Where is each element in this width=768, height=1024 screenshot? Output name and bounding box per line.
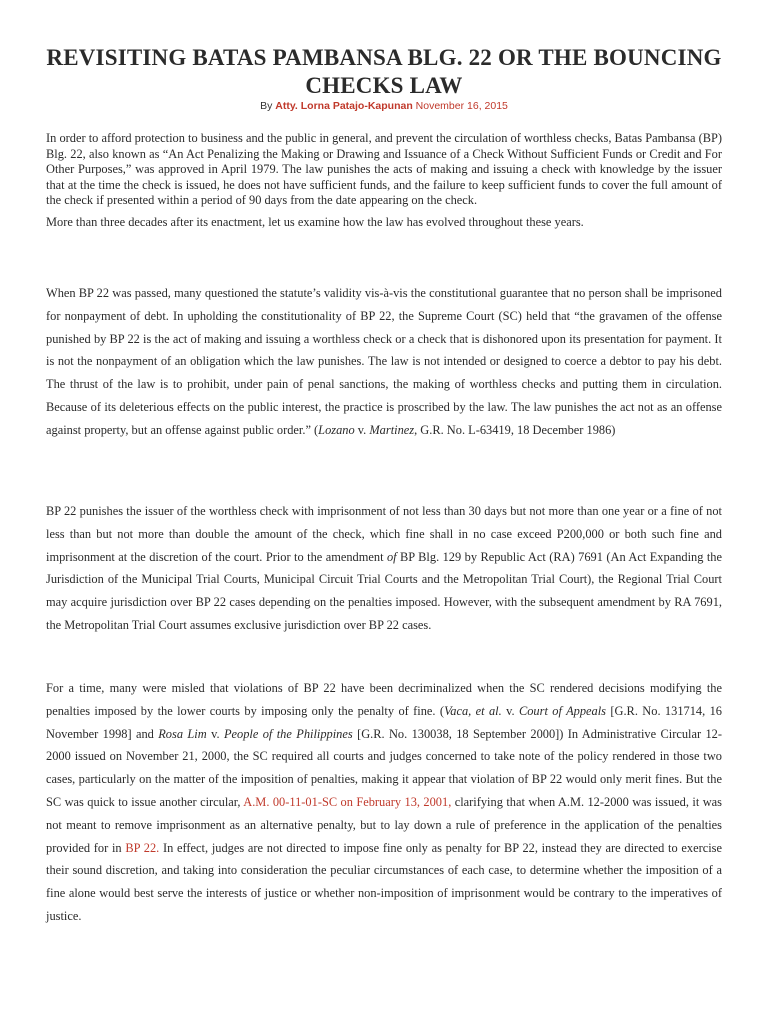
- p6-v2: v.: [206, 726, 224, 741]
- case-vaca: Vaca, et al.: [444, 703, 502, 718]
- p4-a: BP 22 punishes the issuer of the worthless check with imprisonment of not less than 30 days but not more than one year or a fine of not less than but not more than double the amount of the check, which fine shall in no case exceed P200,000 or both such fine and imprisonment at the discretion of the court. Prior to the amendment: [46, 504, 722, 564]
- paragraph-constitutionality: [46, 282, 722, 442]
- p3-v: v.: [354, 422, 370, 437]
- p4-of: of: [386, 549, 397, 564]
- p5-text: For a time, many were misled that violations of BP 22 have been decriminalized when the SC rendered decisions modifying the penalties imposed by the lower courts by imposing only the penalty of fine.: [46, 681, 722, 718]
- bp22-link[interactable]: BP 22.: [125, 840, 160, 855]
- publish-date: November 16, 2015: [415, 100, 508, 112]
- case-martinez: Martinez: [369, 422, 415, 437]
- paragraph-penalties: [46, 500, 722, 637]
- by-label: By: [260, 100, 273, 112]
- byline: [0, 100, 768, 112]
- paragraph-examine: More than three decades after its enactment, let us examine how the law has evolved throughout these years.: [46, 214, 584, 229]
- p6-d: clarifying that when A.M. 12-2000 was issued, it was not meant to remove imprisonment as an alternative penalty, but to lay down a rule of preference in the application of the penalties provided for in: [46, 794, 722, 855]
- paragraph-intro: In order to afford protection to business and the public in general, and prevent the circulation of worthless checks, Batas Pambansa (BP) Blg. 22, also known as “An Act Penalizing the Making or Drawing and Issuance of a Check Without Sufficient Funds or Credit and For Other Purposes,” was approved in April 1979. The law punishes the acts of making and issuing a check with knowledge by the issuer that at the time the check is issued, he does not have sufficient funds, and the failure to keep sufficient funds to cover the full amount of the check if presented within a period of 90 days from the date appearing on the check.: [46, 131, 722, 208]
- paragraph-decriminalized: [46, 677, 722, 928]
- p3-text: When BP 22 was passed, many questioned the statute’s validity vis-à-vis the constitutional guarantee that no person shall be imprisoned for nonpayment of debt. In upholding the constitutionality of BP 22, the Supreme Court (SC) held that “the gravamen of the offense punished by BP 22 is the act of making and issuing a worthless check or a check that is dishonored upon its presentation for payment. It is not the nonpayment of an obligation which the law punishes. The law is not intended or designed to coerce a debtor to pay his debt. The thrust of the law is to prohibit, under pain of penal sanctions, the making of worthless checks and putting them in circulation. Because of its deleterious effects on the public interest, the practice is proscribed by the law. The law punishes the act not as an offense against property, but an offense against public order.” (: [46, 286, 722, 437]
- article-title: REVISITING BATAS PAMBANSA BLG. 22 OR THE BOUNCING CHECKS LAW: [46, 45, 722, 98]
- p6-e: In effect, judges are not directed to impose fine only as penalty for BP 22, instead they are directed to exercise their sound discretion, and taking into consideration the peculiar circumstances of each case, to determine whether the imposition of a fine alone would best serve the interests of justice or whether non-imposition of imprisonment would be contrary to the imperatives of justice.: [46, 840, 722, 923]
- case-lozano: Lozano: [318, 422, 355, 437]
- case-court-of-appeals: Court of Appeals: [518, 703, 606, 718]
- p4-b: BP Blg. 129 by Republic Act (RA) 7691 (An Act Expanding the Jurisdiction of the Municipal Trial Courts, Municipal Circuit Trial Courts and the Metropolitan Trial Court), the Regional Trial Court may acquire jurisdiction over BP 22 cases depending on the penalties imposed. However, with the subsequent amendment by RA 7691, the Metropolitan Trial Court assumes exclusive jurisdiction over BP 22 cases.: [46, 549, 722, 632]
- p6-open: (: [439, 703, 445, 718]
- author-link[interactable]: Atty. Lorna Patajo-Kapunan: [275, 100, 413, 112]
- case-rosa-lim: Rosa Lim: [158, 726, 207, 741]
- p6-b: [G.R. No. 131714, 16 November 1998] and: [46, 703, 722, 741]
- p6-c: [G.R. No. 130038, 18 September 2000]) In Administrative Circular 12-2000 issued on November 21, 2000, the SC required all courts and judges concerned to take note of the policy rendered in those two cases, particularly on the matter of the imposition of penalties, making it appear that violation of BP 22 would only merit fines. But the SC was quick to issue another circular,: [46, 726, 722, 809]
- p3-end: , G.R. No. L-63419, 18 December 1986): [414, 422, 616, 437]
- am-circular-link[interactable]: A.M. 00-11-01-SC on February 13, 2001,: [243, 794, 452, 809]
- article-body: [46, 131, 722, 923]
- case-people: People of the Philippines: [223, 726, 353, 741]
- p6-v1: v.: [501, 703, 519, 718]
